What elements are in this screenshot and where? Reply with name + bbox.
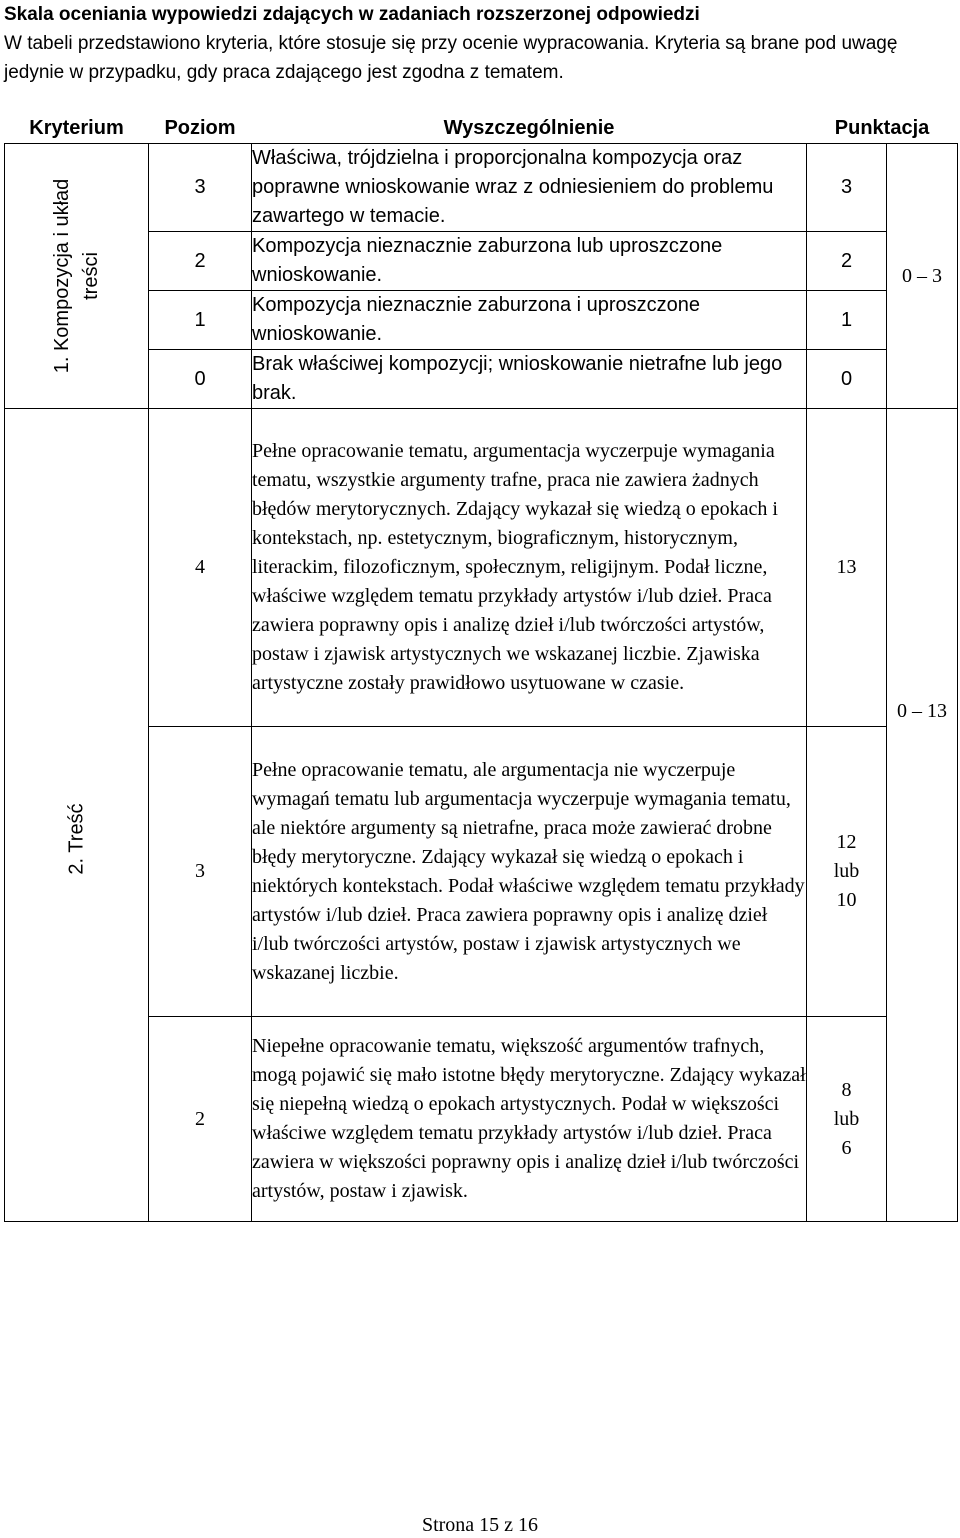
level-cell: 2 [149, 1017, 252, 1222]
column-header-description: Wyszczególnienie [252, 113, 807, 144]
description-cell: Niepełne opracowanie tematu, większość argumentów trafnych, mogą pojawić się mało istotne błędy merytoryczne. Zdający wykazał się niepełną wiedzą o epokach artystycznych. Podał w większości właściwe względem tematu przykłady artystów i/lub dzieł. Praca zawiera w większości poprawny opis i analizę dzieł i/lub twórczości artystów, postaw i zjawisk. [252, 1017, 807, 1222]
level-cell: 3 [149, 144, 252, 232]
level-cell: 1 [149, 291, 252, 350]
column-header-level: Poziom [149, 113, 252, 144]
points-cell: 3 [807, 144, 887, 232]
level-cell: 3 [149, 727, 252, 1017]
level-cell: 4 [149, 409, 252, 727]
intro-text: W tabeli przedstawiono kryteria, które stosuje się przy ocenie wypracowania. Kryteria są brane pod uwagę jedynie w przypadku, gdy praca zdającego jest zgodna z tematem. [4, 33, 898, 83]
points-cell: 13 [807, 409, 887, 727]
table-row [5, 409, 958, 727]
points-cell: 8 lub 6 [807, 1017, 887, 1222]
criterion-content [5, 409, 149, 1222]
description-cell: Kompozycja nieznacznie zaburzona lub uproszczone wnioskowanie. [252, 232, 807, 291]
description-cell: Kompozycja nieznacznie zaburzona i uproszczone wnioskowanie. [252, 291, 807, 350]
points-cell: 1 [807, 291, 887, 350]
criterion-composition-range: 0 – 3 [887, 144, 958, 409]
criteria-table [4, 113, 958, 1222]
points-cell: 0 [807, 350, 887, 409]
column-header-criterion: Kryterium [5, 113, 149, 144]
level-cell: 0 [149, 350, 252, 409]
criterion-content-range: 0 – 13 [887, 409, 958, 1222]
points-cell: 2 [807, 232, 887, 291]
description-cell: Właściwa, trójdzielna i proporcjonalna kompozycja oraz poprawne wnioskowanie wraz z odniesieniem do problemu zawartego w temacie. [252, 144, 807, 232]
table-row [5, 144, 958, 232]
description-cell: Pełne opracowanie tematu, argumentacja wyczerpuje wymagania tematu, wszystkie argumenty trafne, praca nie zawiera żadnych błędów merytorycznych. Zdający wykazał się wiedzą o epokach i kontekstach, np. estetycznym, biograficznym, historycznym, literackim, filozoficznym, społecznym, religijnym. Podał liczne, właściwe względem tematu przykłady artystów i/lub dzieł. Praca zawiera poprawny opis i analizę dzieł i/lub twórczości artystów, postaw i zjawisk artystycznych we wskazanej liczbie. Zjawiska artystyczne zostały prawidłowo usytuowane w czasie. [252, 409, 807, 727]
criterion-content-label: 2. Treść [65, 803, 87, 875]
description-cell: Brak właściwej kompozycji; wnioskowanie nietrafne lub jego brak. [252, 350, 807, 409]
column-header-points: Punktacja [807, 113, 958, 144]
description-cell: Pełne opracowanie tematu, ale argumentacja nie wyczerpuje wymagań tematu lub argumentacja wyczerpuje wymagania tematu, ale niektóre argumenty są nietrafne, praca może zawierać drobne błędy merytoryczne. Zdający wykazał się wiedzą o epokach i niektórych kontekstach. Podał właściwe względem tematu przykłady artystów i/lub dzieł. Praca zawiera poprawny opis i analizę dzieł i/lub twórczości artystów, postaw i zjawisk artystycznych we wskazanej liczbie. [252, 727, 807, 1017]
points-cell: 12 lub 10 [807, 727, 887, 1017]
criterion-composition-label: 1. Kompozycja i układ treści [50, 178, 102, 374]
criterion-composition [5, 144, 149, 409]
page-number: Strona 15 z 16 [421, 1514, 539, 1536]
table-header-row [5, 113, 958, 144]
page-title: Skala oceniania wypowiedzi zdających w zadaniach rozszerzonej odpowiedzi [4, 4, 700, 25]
level-cell: 2 [149, 232, 252, 291]
page-header [4, 0, 956, 87]
